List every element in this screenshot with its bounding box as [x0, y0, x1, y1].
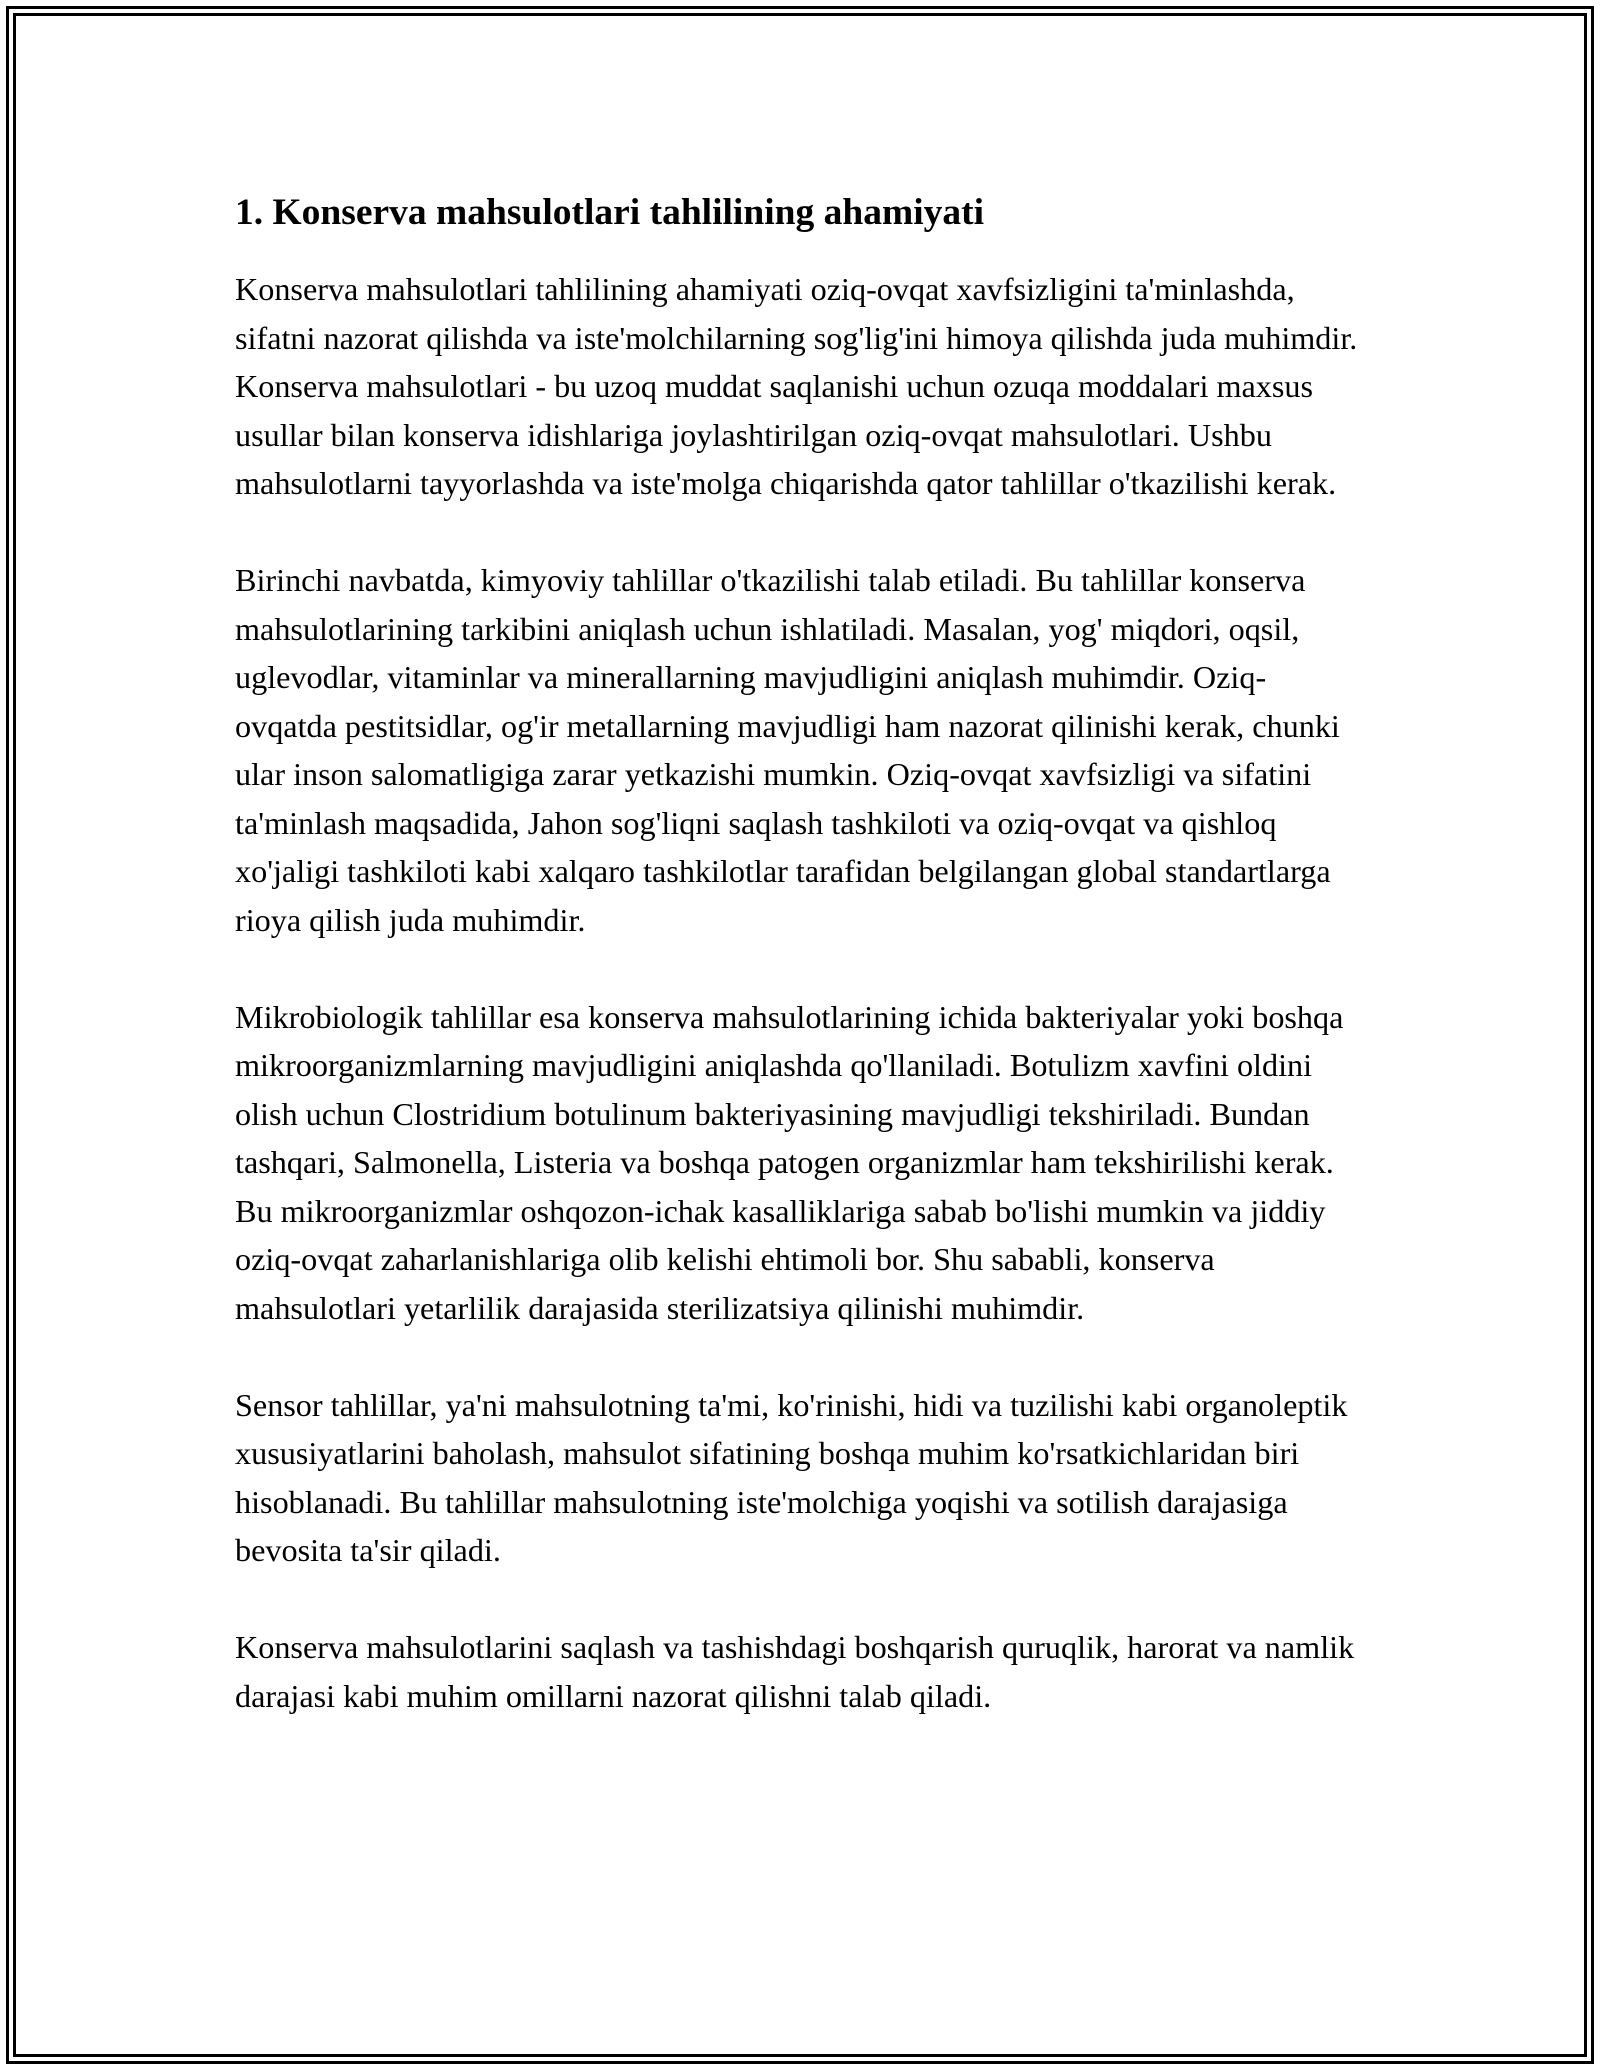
paragraph-chemical-analysis: Birinchi navbatda, kimyoviy tahlillar o'tkazilishi talab etiladi. Bu tahlillar konserva mahsulotlarining tarkibini aniqlash uchun ishlatiladi. Masalan, yog' miqdori, oqsil, uglevodlar, vitaminlar va minerallarning mavjudligini aniqlash muhimdir. Oziq-ovqatda pestitsidlar, og'ir metallarning mavjudligi ham nazorat qilinishi kerak, chunki ular inson salomatligiga zarar yetkazishi mumkin. Oziq-ovqat xavfsizligi va sifatini ta'minlash maqsadida, Jahon sog'liqni saqlash tashkiloti va oziq-ovqat va qishloq xo'jaligi tashkiloti kabi xalqaro tashkilotlar tarafidan belgilangan global standartlarga rioya qilish juda muhimdir. [235, 562, 1340, 938]
paragraph-sensory-analysis: Sensor tahlillar, ya'ni mahsulotning ta'mi, ko'rinishi, hidi va tuzilishi kabi organoleptik xususiyatlarini baholash, mahsulot sifatining boshqa muhim ko'rsatkichlaridan biri hisoblanadi. Bu tahlillar mahsulotning iste'molchiga yoqishi va sotilish darajasiga bevosita ta'sir qiladi. [235, 1386, 1348, 1568]
section-heading: 1. Konserva mahsulotlari tahlilining ahamiyati [235, 192, 985, 233]
paragraph-introduction: Konserva mahsulotlari tahlilining ahamiyati oziq-ovqat xavfsizligini ta'minlashda, sifatni nazorat qilishda va iste'molchilarning sog'lig'ini himoya qilishda juda muhimdir. Konserva mahsulotlari - bu uzoq muddat saqlanishi uchun ozuqa moddalari maxsus usullar bilan konserva idishlariga joylashtirilgan oziq-ovqat mahsulotlari. Ushbu mahsulotlarni tayyorlashda va iste'molga chiqarishda qator tahlillar o'tkazilishi kerak. [235, 271, 1358, 501]
document-body [235, 187, 1365, 1769]
paragraph-storage-transport: Konserva mahsulotlarini saqlash va tashishdagi boshqarish quruqlik, harorat va namlik darajasi kabi muhim omillarni nazorat qilishni talab qiladi. [235, 1629, 1355, 1714]
paragraph-microbiological-analysis: Mikrobiologik tahlillar esa konserva mahsulotlarining ichida bakteriyalar yoki boshqa mikroorganizmlarning mavjudligini aniqlashda qo'llaniladi. Botulizm xavfini oldini olish uchun Clostridium botulinum bakteriyasining mavjudligi tekshiriladi. Bundan tashqari, Salmonella, Listeria va boshqa patogen organizmlar ham tekshirilishi kerak. Bu mikroorganizmlar oshqozon-ichak kasalliklariga sabab bo'lishi mumkin va jiddiy oziq-ovqat zaharlanishlariga olib kelishi ehtimoli bor. Shu sababli, konserva mahsulotlari yetarlilik darajasida sterilizatsiya qilinishi muhimdir. [235, 998, 1344, 1326]
